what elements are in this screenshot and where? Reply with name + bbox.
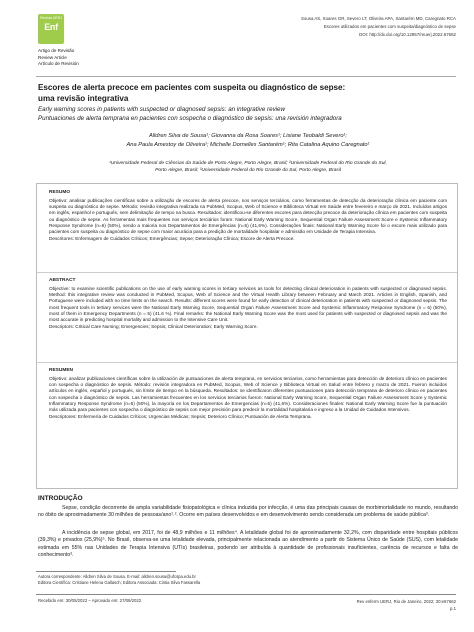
- abstract-heading: ABSTRACT: [49, 278, 76, 283]
- author-line-1: Alldren Silva de Sousa¹; Giovanna da Rosa Soares¹; Lisiane Teobaldi Severo¹;: [148, 133, 348, 139]
- abstract-divider: [37, 272, 457, 273]
- logo-text: Enf: [44, 22, 58, 32]
- footer-divider: [36, 594, 456, 595]
- abstract-keywords: Descritores: Enfermagem de Cuidados Críticos; Emergências; Sepse; Deterioração Clínica; Escore de Alerta Precoce.: [49, 235, 295, 241]
- footnotes: [38, 574, 200, 586]
- header-divider: [36, 76, 456, 77]
- citation-short-title: Escores utilizados em pacientes com suspeita/diagnóstico de sepse: [323, 24, 456, 29]
- corresponding-author: Autora correspondente: Alldren Silva de Sousa. E-mail: alldren.sousa@ufcspa.edu.br: [38, 574, 196, 579]
- author-line-2: Ana Paula Amestoy de Oliveira¹; Michelle Dornelles Santarém¹; Rita Catalina Aquino Caregnato¹: [126, 142, 370, 148]
- abstract-keywords: Descriptors: Critical Care Nursing; Emergencies; Sepsis; Clinical Deterioration; Early Warning Score.: [49, 323, 258, 329]
- intro-paragraph-1: Sepse, condição decorrente de ampla variabilidade fisiopatológica e clínica induzida por infecção, é uma das principais causas de morbimortalidade no mundo, resultando no óbito de aproximadamente 30 milhões de pessoas/ano¹˒². Ocorre em países desenvolvidos e em desenvolvimento sendo considerada um problema de saúde pública³.: [38, 505, 458, 519]
- author-list: [38, 132, 458, 150]
- abstract-box: [36, 183, 458, 489]
- title-english: Early warning scores in patients with suspected or diagnosed sepsis: an integrative review: [38, 106, 285, 113]
- doi-link[interactable]: DOI: http://dx.doi.org/10.12957/reuerj.2022.67662: [359, 32, 456, 37]
- logo-small-text: Revista UERJ: [40, 16, 62, 20]
- abstract-text: Objetivo: analizar publicaciones científicas sobre la utilización de puntuaciones de alerta temprana, en servicios terciarios, como herramientas para detección de deterioro clínico en pacientes con sospecha o diagnóstico de sepsis. Método: revisión integradora en PubMed, Scopus, Web of Science y Biblioteca Virtual en Salud entre febrero y marzo de 2021. Fueron incluidos artículos en inglés, español y portugués, sin límite de tiempo en la búsqueda. Resultados: se identificaron diferentes puntuaciones para detección temprana de deterioro clínico en pacientes con sospecha o diagnóstico de sepsis. Las herramientas frecuentes en los servicios terciarios fueron: National Early Warning Score, Sequential Organ Failure Assessment Score y Systemic Inflammatory Response Syndrome (n=6) (50%), la mayoría en los Departamentos de Emergencias (n=5) (41,6%). Consideraciones finales: National Early Warning Score fue la puntuación más utilizada para pacientes con sospecha o diagnóstico de sepsis con mejor precisión para predecir la mortalidad hospitalaria e ingreso a la Unidad de Cuidados Intensivos.: [49, 375, 447, 413]
- journal-footer: [357, 598, 456, 612]
- abstract-heading: RESUMEN: [49, 368, 73, 373]
- abstract-text: Objetivo: analisar publicações científicas sobre a utilização de escores de alerta precoce, nos serviços terciários, como ferramentas de detecção da deterioração clínica em paciente com suspeita ou diagnóstico de sepse. Método: revisão integrativa realizada na PubMed, Scopus, Web of Science e Biblioteca Virtual em Saúde entre fevereiro e março de 2021. Incluídos artigos em inglês, espanhol e português, sem delimitação de tempo na busca. Resultados: identificou-se diferentes escores para detecção precoce da deterioração clínica em pacientes com suspeita ou diagnóstico de sepse. As ferramentas mais frequentes nos serviços terciários foram: National Early Warning Score, Sequential Organ Failure Assessment Score e Systemic Inflammatory Response Syndrome (n=6) (50%), sendo a maioria nos Departamentos de Emergências (n=5) (41,6%). Considerações finais: National Early Warning Score foi o escore mais utilizado para pacientes com suspeita ou diagnóstico de sepse com maior acurácia para a predição de mortalidade hospitalar e admissão em Unidade de Terapia Intensiva.: [49, 197, 447, 235]
- abstract-keywords: Descriptores: Enfermería de Cuidados Críticos; Urgencias Médicas; Sepsis; Deterioro Clínico; Puntuación de Alerta Temprana.: [49, 413, 312, 419]
- running-header: [216, 15, 456, 39]
- abstract-english: [49, 278, 447, 330]
- article-type: Artigo de Revisão Review Article Artículo de Revisión: [38, 48, 79, 66]
- journal-logo: [38, 14, 64, 44]
- affiliations: ¹Universidade Federal de Ciências da Saúde de Porto Alegre, Porto Alegre, Brasil; ²Universidade Federal do Rio Grande do Sul, Porto Alegre, Brasil; ³Universidade Federal do Rio Grande do Sul, Porto Alegre, Brasil: [109, 161, 387, 173]
- footnote-divider: [36, 571, 176, 572]
- title-spanish: Puntuaciones de alerta temprana en pacientes con sospecha o diagnóstico de sepsis: una revisión integradora: [38, 115, 342, 122]
- submission-dates: Recebido em: 30/05/2022 – Aprovado em: 27/09/2022: [38, 598, 142, 603]
- title-portuguese: Escores de alerta precoce em pacientes com suspeita ou diagnóstico de sepse: uma revisão integrativa: [38, 83, 346, 103]
- abstract-text: Objective: to examine scientific publications on the use of early warning scores in tertiary services as tools for detecting clinical deterioration in patients with suspected or diagnosed sepsis. Method: this integrative review was conducted in PubMed, Scopus, Web of Science and the Virtual Health Library between February and March 2021. Articles in English, Spanish, and Portuguese were included with no time limits on the search. Results: different scores were found for early detection of clinical deterioration in patients with suspected or diagnosed sepsis. The most frequent tools in tertiary services were the National Early Warning Score, Sequential Organ Failure Assessment Score and Systemic Inflammatory Response Syndrome (n = 6) (50%), most of them in Emergency Departments (n = 5) (41.6 %). Final remarks: the National Early Warning Score was the most used for patients with suspected or diagnosed sepsis and was the most accurate in predicting hospital mortality and admission to the Intensive Care Unit.: [49, 285, 447, 323]
- citation-authors: Sousa AS, Soares GR, Severo LT, Oliveira APA, Santarém MD, Caregnato RCA: [300, 16, 456, 21]
- section-heading-introduction: INTRODUÇÃO: [38, 495, 83, 502]
- abstract-portuguese: [49, 190, 447, 242]
- abstract-spanish: [49, 368, 447, 420]
- intro-paragraph-2: A incidência de sepse global, em 2017, foi de 48,9 milhões e 11 milhões⁴. A letalidade global foi de aproximadamente 32,2%, com disparidade entre hospitais públicos (39,3%) e privados (25,9%)⁵. No Brasil, observa-se uma letalidade elevada, principalmente relacionada ao atendimento a partir do Sistema Único de Saúde (SUS), com letalidade estimada em 55% nas Unidades de Terapia Intensiva (UTIs) brasileiras, podendo ser atribuída à quantidade de profissionais insuficientes, carência de recursos e falta de conhecimento³.: [38, 530, 458, 559]
- abstract-divider: [37, 362, 457, 363]
- abstract-heading: RESUMO: [49, 190, 71, 195]
- page-number: p.1: [450, 606, 456, 611]
- journal-reference: Rev enferm UERJ, Rio de Janeiro, 2022; 30:e67662: [356, 599, 456, 604]
- editors-note: Editora Científica: Cristiane Helena Gallasch; Editora Associada: Cintia Silva Fassarella: [38, 580, 201, 585]
